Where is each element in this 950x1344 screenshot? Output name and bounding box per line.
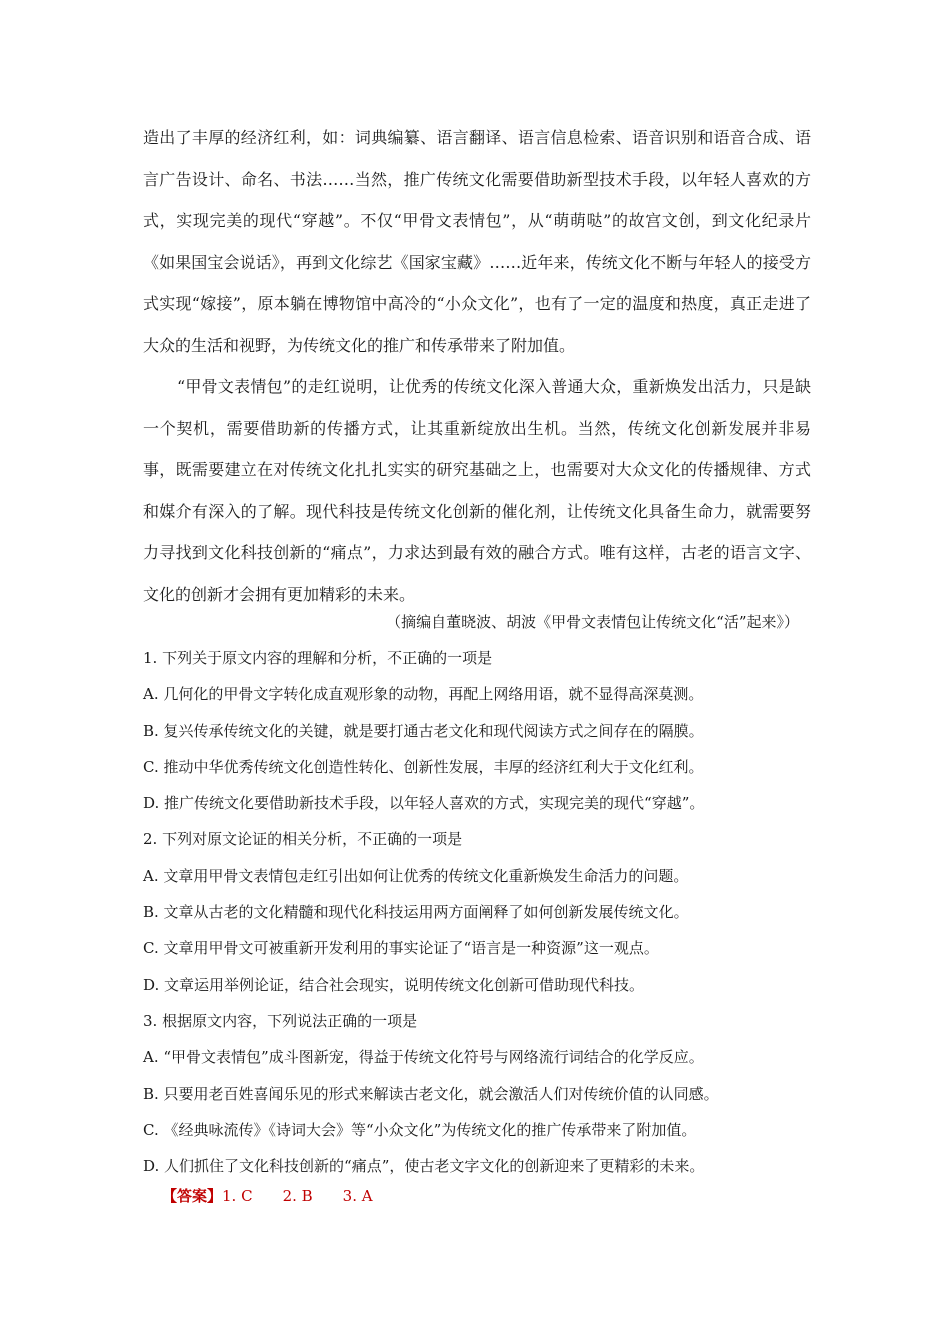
questions-list: [143, 648, 823, 1192]
question-1-option-c: C. 推动中华优秀传统文化创造性转化、创新性发展，丰厚的经济红利大于文化红利。: [143, 757, 704, 776]
question-2-option-b: B. 文章从古老的文化精髓和现代化科技运用两方面阐释了如何创新发展传统文化。: [143, 903, 689, 922]
question-3-option-d: D. 人们抓住了文化科技创新的“痛点”，使古老文字文化的创新迎来了更精彩的未来。: [143, 1157, 705, 1176]
passage-paragraph-1: 造出了丰厚的经济红利，如：词典编纂、语言翻译、语言信息检索、语音识别和语音合成、语言广告设计、命名、书法……当然，推广传统文化需要借助新型技术手段，以年轻人喜欢的方式，实现完美的现代“穿越”。不仅“甲骨文表情包”，从“萌萌哒”的故宫文创，到文化纪录片《如果国宝会说话》，再到文化综艺《国家宝藏》……近年来，传统文化不断与年轻人的接受方式实现“嫁接”，原本躺在博物馆中高冷的“小众文化”，也有了一定的温度和热度，真正走进了大众的生活和视野，为传统文化的推广和传承带来了附加值。: [143, 128, 811, 355]
question-2-option-d: D. 文章运用举例论证，结合社会现实，说明传统文化创新可借助现代科技。: [143, 975, 645, 994]
question-1-option-d: D. 推广传统文化要借助新技术手段，以年轻人喜欢的方式，实现完美的现代“穿越”。: [143, 794, 705, 813]
question-2-option-a: A. 文章用甲骨文表情包走红引出如何让优秀的传统文化重新焕发生命活力的问题。: [143, 866, 689, 885]
question-1-option-a: A. 几何化的甲骨文字转化成直观形象的动物，再配上网络用语，就不显得高深莫测。: [143, 685, 704, 704]
question-2-option-c: C. 文章用甲骨文可被重新开发利用的事实论证了“语言是一种资源”这一观点。: [143, 939, 659, 958]
answer-line: [162, 1186, 373, 1206]
question-3-option-c: C. 《经典咏流传》《诗词大会》等“小众文化”为传统文化的推广传承带来了附加值。: [143, 1120, 697, 1139]
question-3-option-a: A. “甲骨文表情包”成斗图新宠，得益于传统文化符号与网络流行词结合的化学反应。: [143, 1048, 704, 1067]
question-2-stem: 2. 下列对原文论证的相关分析，不正确的一项是: [143, 830, 463, 849]
answer-key: 1. C 2. B 3. A: [222, 1187, 373, 1205]
passage-source: （摘编自董晓波、胡波《甲骨文表情包让传统文化“活”起来》）: [386, 613, 799, 631]
question-1-option-b: B. 复兴传承传统文化的关键，就是要打通古老文化和现代阅读方式之间存在的隔膜。: [143, 721, 704, 740]
passage-paragraph-2: “甲骨文表情包”的走红说明，让优秀的传统文化深入普通大众，重新焕发出活力，只是缺一个契机，需要借助新的传播方式，让其重新绽放出生机。当然，传统文化创新发展并非易事，既需要建立在对传统文化扎扎实实的研究基础之上，也需要对大众文化的传播规律、方式和媒介有深入的了解。现代科技是传统文化创新的催化剂，让传统文化具备生命力，就需要努力寻找到文化科技创新的“痛点”，力求达到最有效的融合方式。唯有这样，古老的语言文字、文化的创新才会拥有更加精彩的未来。: [143, 377, 811, 604]
question-3-option-b: B. 只要用老百姓喜闻乐见的形式来解读古老文化，就会激活人们对传统价值的认同感。: [143, 1084, 719, 1103]
question-3-stem: 3. 根据原文内容，下列说法正确的一项是: [143, 1011, 418, 1030]
answer-tag: 【答案】: [162, 1187, 223, 1205]
question-1-stem: 1. 下列关于原文内容的理解和分析，不正确的一项是: [143, 649, 493, 667]
